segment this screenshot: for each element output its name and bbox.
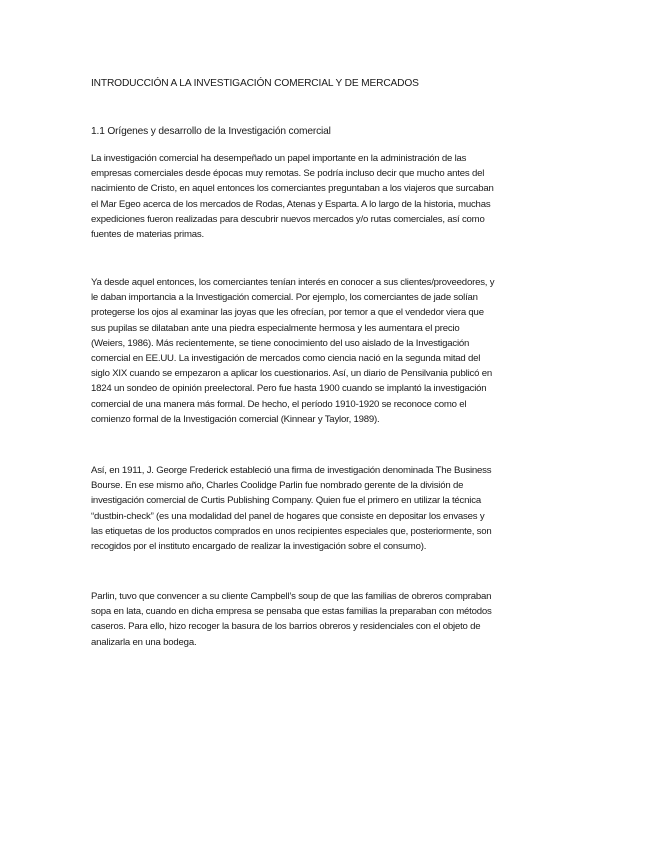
paragraph-line: investigación comercial de Curtis Publishing Company. Quien fue el primero en utilizar la técnica — [91, 495, 481, 507]
paragraph-line: nacimiento de Cristo, en aquel entonces los comerciantes preguntaban a los viajeros que surcaban — [91, 183, 494, 195]
paragraph-line: 1824 un sondeo de opinión preelectoral. Pero fue hasta 1900 cuando se implantó la investigación — [91, 383, 487, 395]
paragraph-line: “dustbin-check” (es una modalidad del panel de hogares que consiste en depositar los envases y — [91, 510, 485, 522]
paragraph-line: comienzo formal de la Investigación comercial (Kinnear y Taylor, 1989). — [91, 413, 380, 425]
paragraph-line: Ya desde aquel entonces, los comerciantes tenían interés en conocer a sus clientes/proveedores, y — [91, 277, 495, 288]
paragraph-line: el Mar Egeo acerca de los mercados de Rodas, Atenas y Esparta. A lo largo de la historia, muchas — [91, 198, 491, 210]
paragraph-line: (Weiers, 1986). Más recientemente, se tiene conocimiento del uso aislado de la Investigación — [91, 337, 470, 349]
paragraph-line: comercial de una manera más formal. De hecho, el período 1910-1920 se reconoce como el — [91, 398, 467, 410]
paragraph-origins — [91, 151, 567, 242]
paragraph-line: sopa en lata, cuando en dicha empresa se pensaba que estas familias la preparaban con métodos — [91, 606, 492, 618]
paragraph-line: expediciones fueron realizadas para descubrir nuevos mercados y/o rutas comerciales, así como — [91, 213, 485, 225]
paragraph-line: sus pupilas se dilataban ante una piedra especialmente hermosa y les aumentara el precio — [91, 322, 460, 334]
paragraph-campbells — [91, 589, 567, 650]
paragraph-line: recogidos por el instituto encargado de realizar la investigación sobre el consumo). — [91, 540, 427, 552]
paragraph-line: fuentes de materias primas. — [91, 228, 204, 240]
paragraph-line: Así, en 1911, J. George Frederick estableció una firma de investigación denominada The Business — [91, 465, 492, 476]
paragraph-line: La investigación comercial ha desempeñado un papel importante en la administración de las — [91, 153, 467, 164]
paragraph-line: Bourse. En ese mismo año, Charles Coolidge Parlin fue nombrado gerente de la división de — [91, 480, 464, 492]
paragraph-line: siglo XIX cuando se empezaron a aplicar los cuestionarios. Así, un diario de Pensilvania publicó en — [91, 368, 492, 380]
paragraph-parlin — [91, 463, 567, 554]
section-heading: 1.1 Orígenes y desarrollo de la Investigación comercial — [91, 126, 331, 137]
paragraph-line: caseros. Para ello, hizo recoger la basura de los barrios obreros y residenciales con el objeto de — [91, 621, 481, 633]
paragraph-line: las etiquetas de los productos comprados en unos recipientes especiales que, posteriormente, son — [91, 525, 492, 537]
paragraph-line: empresas comerciales desde épocas muy remotas. Se podría incluso decir que mucho antes del — [91, 168, 485, 180]
paragraph-line: le daban importancia a la Investigación comercial. Por ejemplo, los comerciantes de jade solían — [91, 292, 478, 304]
document-title: INTRODUCCIÓN A LA INVESTIGACIÓN COMERCIAL Y DE MERCADOS — [91, 78, 419, 89]
paragraph-line: analizarla en una bodega. — [91, 636, 197, 648]
paragraph-history — [91, 275, 567, 427]
paragraph-line: Parlin, tuvo que convencer a su cliente Campbell’s soup de que las familias de obreros compraban — [91, 591, 492, 602]
paragraph-line: comercial en EE.UU. La investigación de mercados como ciencia nació en la segunda mitad del — [91, 352, 481, 364]
paragraph-line: protegerse los ojos al examinar las joyas que les ofrecían, por temor a que el vendedor viera que — [91, 307, 484, 319]
